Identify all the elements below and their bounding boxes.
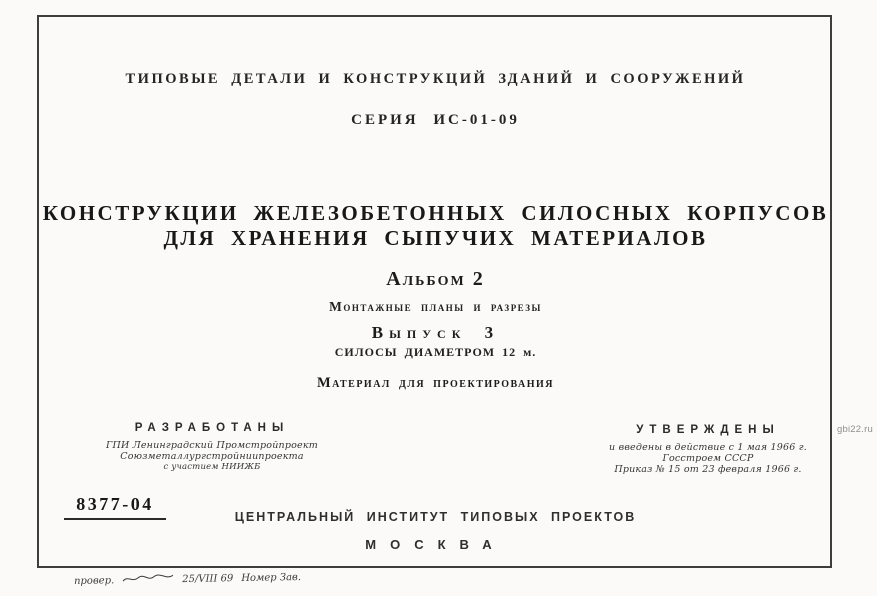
institute-name: ЦЕНТРАЛЬНЫЙ ИНСТИТУТ ТИПОВЫХ ПРОЕКТОВ [234, 510, 637, 524]
issue-label: Выпуск 3 [371, 323, 500, 342]
document-title [37, 201, 834, 251]
approved-line-1: и введены в действие с 1 мая 1966 г. [609, 442, 807, 453]
handwritten-date: 25/VIII 69 [182, 573, 234, 586]
album-label: Альбом 2 [386, 268, 485, 290]
series-code: СЕРИЯ ИС-01-09 [351, 112, 520, 128]
watermark-text: gbi22.ru [837, 424, 873, 435]
signature-scribble-icon [122, 572, 174, 588]
approved-line-3: Приказ № 15 от 23 февраля 1966 г. [614, 464, 802, 475]
developed-line-2: Союзметаллургстройниипроекта [120, 451, 304, 462]
album-subtitle: Монтажные планы и разрезы [329, 299, 542, 314]
developed-by-block [62, 422, 362, 473]
document-title-line1: КОНСТРУКЦИИ ЖЕЛЕЗОБЕТОННЫХ СИЛОСНЫХ КОРПУСОВ [42, 201, 829, 225]
document-title-line2: ДЛЯ ХРАНЕНИЯ СЫПУЧИХ МАТЕРИАЛОВ [163, 226, 708, 250]
purpose-label: Материал для проектирования [316, 375, 555, 391]
document-number: 8377-04 [64, 494, 166, 520]
approved-by-block [583, 424, 833, 475]
page-border-frame [37, 15, 832, 568]
handwritten-note [74, 568, 301, 587]
developed-line-3: с участием НИИЖБ [163, 462, 261, 472]
issue-subtitle: СИЛОСЫ ДИАМЕТРОМ 12 м. [334, 345, 537, 359]
approved-heading: УТВЕРЖДЕНЫ [636, 424, 780, 436]
approved-line-2: Госстроем СССР [662, 453, 754, 464]
city-name: МОСКВА [365, 537, 506, 552]
handwritten-prefix: провер. [73, 575, 115, 587]
handwritten-suffix: Номер Зав. [241, 572, 302, 585]
developed-line-1: ГПИ Ленинградский Промстройпроект [106, 440, 318, 451]
developed-heading: РАЗРАБОТАНЫ [134, 422, 290, 434]
series-header: ТИПОВЫЕ ДЕТАЛИ И КОНСТРУКЦИЙ ЗДАНИЙ И СООРУЖЕНИЙ [125, 71, 746, 87]
